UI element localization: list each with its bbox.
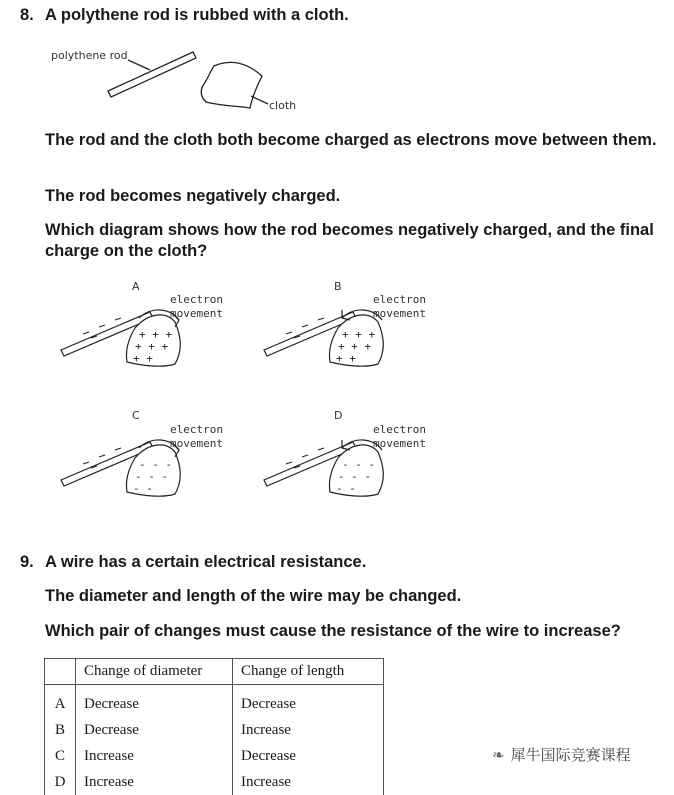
option-letter: C [132,409,140,422]
polythene-rod [108,52,196,97]
question-9-stem [20,553,366,572]
q9-para2: Which pair of changes must cause the resistance of the wire to increase? [45,622,621,640]
resistance-table [44,658,384,795]
svg-text:- -: - - [133,482,153,495]
svg-text:+ +: + + [133,352,153,365]
rod-leader-line [128,60,150,70]
header-diameter: Change of diameter [76,659,233,685]
table-row: A Decrease Decrease [45,685,384,718]
svg-text:+ + +: + + + [342,328,376,341]
option-a-figure [55,300,235,400]
wechat-icon: ❧ [492,746,505,764]
svg-text:- -: - - [336,482,356,495]
cloth [201,62,262,108]
svg-text:+ + +: + + + [139,328,173,341]
electron-movement-label: electron movement [170,423,223,450]
rod-cloth-figure [0,0,674,130]
svg-text:- - -: - - - [342,458,376,471]
q8-para1: The rod and the cloth both become charged as electrons move between them. [45,131,657,149]
question-text: A polythene rod is rubbed with a cloth. [45,6,349,24]
question-text: A wire has a certain electrical resistance. [45,553,367,571]
svg-text:- - -: - - - [139,458,173,471]
electron-movement-label: electron movement [373,423,426,450]
option-letter: A [132,280,140,293]
header-length: Change of length [233,659,384,685]
svg-text:+ + +: + + + [135,340,169,353]
svg-text:+ +: + + [336,352,356,365]
question-number: 9. [20,553,34,571]
option-letter: D [334,409,343,422]
option-b-figure [258,300,438,400]
table-header-row [45,659,384,685]
cloth-leader-line [251,96,268,104]
watermark-text: 犀牛国际竞赛课程 [510,746,631,764]
electron-movement-label: electron movement [170,293,223,320]
q8-para3: Which diagram shows how the rod becomes negatively charged, and the final charge on the cloth? [45,221,654,260]
table-row: D Increase Increase [45,769,384,795]
option-c-figure [55,430,235,530]
option-letter: B [334,280,342,293]
table-row: B Decrease Increase [45,717,384,743]
option-d-figure [258,430,438,530]
svg-text:+ + +: + + + [338,340,372,353]
electron-movement-label: electron movement [373,293,426,320]
header-blank [45,659,76,685]
svg-text:- - -: - - - [338,470,372,483]
table-row: C Increase Decrease [45,743,384,769]
q8-para2: The rod becomes negatively charged. [45,187,341,205]
svg-text:- - -: - - - [135,470,169,483]
cloth-label: cloth [269,99,297,112]
watermark [492,744,631,765]
question-number: 8. [20,6,34,24]
q9-para1: The diameter and length of the wire may be changed. [45,587,462,605]
rod-label: polythene rod [51,49,128,62]
